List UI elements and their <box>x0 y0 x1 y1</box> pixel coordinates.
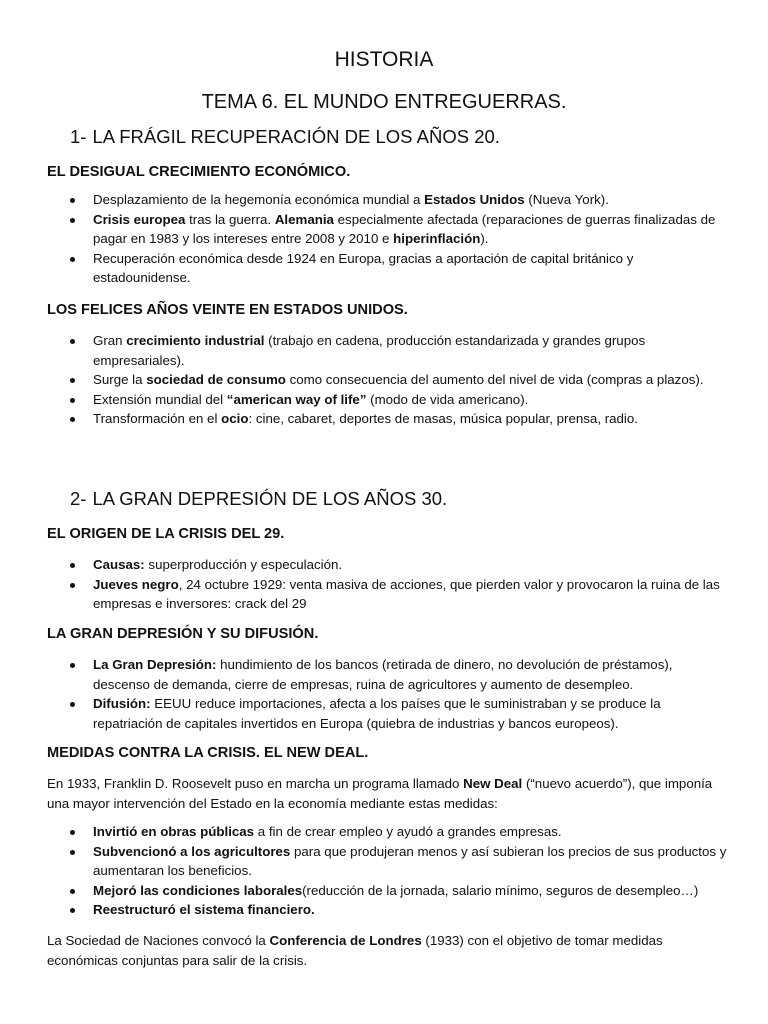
bold-text: Alemania <box>274 211 334 227</box>
bold-text: New Deal <box>463 776 523 791</box>
text-segment: a fin de crear empleo y ayudó a grandes empresas. <box>254 824 562 839</box>
text-segment: hundimiento de los bancos (retirada de dinero, no devolución de préstamos), descenso de demanda, cierre de empresas, ruina de agricultores y aumento de desempleo. <box>93 657 673 692</box>
list-item <box>0 555 733 575</box>
section-2-heading <box>70 487 447 511</box>
bullet-icon <box>70 663 75 668</box>
bullet-icon <box>70 417 75 422</box>
bullet-icon <box>70 378 75 383</box>
list-item <box>0 575 733 614</box>
document-title: HISTORIA <box>334 48 434 71</box>
list-item <box>0 210 733 249</box>
list-item <box>0 331 733 370</box>
bullet-icon <box>70 398 75 403</box>
section-number: 2- <box>70 488 87 509</box>
text-segment: Extensión mundial del <box>93 391 227 407</box>
bullet-list <box>0 190 733 288</box>
bold-text: Jueves negro <box>93 576 179 592</box>
bullet-list <box>0 331 733 429</box>
bullet-icon <box>70 850 75 855</box>
bold-text: crecimiento industrial <box>126 333 265 348</box>
text-segment: Gran <box>93 333 127 348</box>
text-segment: (reducción de la jornada, salario mínimo, seguros de desempleo…) <box>302 882 699 898</box>
bullet-list <box>0 655 733 733</box>
text-segment: tras la guerra. <box>185 211 275 227</box>
subheading-felices-anos-veinte: LOS FELICES AÑOS VEINTE EN ESTADOS UNIDOS. <box>47 302 408 318</box>
text-segment: La Sociedad de Naciones convocó la <box>47 933 270 948</box>
list-item <box>0 409 733 429</box>
text-segment: EEUU reduce importaciones, afecta a los países que le suministraban y se produce la repatriación de capitales invertidos en Europa (quiebra de industrias y bancos europeos). <box>93 696 661 731</box>
text-segment: En 1933, Franklin D. Roosevelt puso en marcha un programa llamado <box>47 776 464 791</box>
bold-text: Subvencionó a los agricultores <box>93 843 291 859</box>
bold-text: ocio <box>221 411 249 427</box>
bullet-icon <box>70 257 75 262</box>
bold-text: Difusión: <box>93 696 151 712</box>
subheading-gran-depresion: LA GRAN DEPRESIÓN Y SU DIFUSIÓN. <box>47 626 319 642</box>
bold-text: Estados Unidos <box>424 192 525 207</box>
bold-text: La Gran Depresión: <box>93 657 217 672</box>
text-segment: como consecuencia del aumento del nivel de vida (compras a plazos). <box>285 372 704 388</box>
bold-text: hiperinflación <box>393 231 481 247</box>
section-title: LA FRÁGIL RECUPERACIÓN DE LOS AÑOS 20. <box>92 126 500 147</box>
text-segment: , 24 octubre 1929: venta masiva de acciones, que pierden valor y provocaron la ruina de las empresas e inversores: crack del 29 <box>93 576 720 612</box>
text-segment: Transformación en el <box>93 411 222 427</box>
text-segment: Surge la <box>93 372 147 388</box>
text-segment: Recuperación económica desde 1924 en Europa, gracias a aportación de capital británico y estadounidense. <box>93 250 634 286</box>
text-segment: superproducción y especulación. <box>144 557 343 572</box>
text-segment: (“nuevo acuerdo”), que imponía una mayor intervención del Estado en la economía mediante estas medidas: <box>47 776 713 811</box>
list-item <box>0 190 733 210</box>
subheading-new-deal: MEDIDAS CONTRA LA CRISIS. EL NEW DEAL. <box>47 745 369 761</box>
document-subtitle: TEMA 6. EL MUNDO ENTREGUERRAS. <box>201 91 567 113</box>
list-item <box>0 694 733 733</box>
bold-text: Crisis europea <box>93 211 186 227</box>
bullet-icon <box>70 889 75 894</box>
subheading-desigual-crecimiento: EL DESIGUAL CRECIMIENTO ECONÓMICO. <box>47 164 351 180</box>
bullet-icon <box>70 702 75 707</box>
text-segment: (Nueva York). <box>524 192 609 207</box>
bullet-list <box>0 822 733 920</box>
bullet-list <box>0 555 733 614</box>
bullet-icon <box>70 339 75 344</box>
text-segment: para que produjeran menos y así subieran los precios de sus productos y aumentaran los beneficios. <box>93 843 727 879</box>
list-item <box>0 842 733 881</box>
text-segment: (1933) con el objetivo de tomar medidas económicas conjuntas para salir de la crisis. <box>47 933 663 968</box>
bullet-icon <box>70 830 75 835</box>
bold-text: Mejoró las condiciones laborales <box>93 882 303 898</box>
closing-paragraph <box>47 931 737 970</box>
text-segment: (modo de vida americano). <box>366 391 529 407</box>
bullet-icon <box>70 563 75 568</box>
text-segment: ). <box>480 231 489 247</box>
bullet-icon <box>70 583 75 588</box>
text-segment: especialmente afectada (reparaciones de guerras finalizadas de pagar en 1983 y los intereses entre 2008 y 2010 e <box>93 211 716 247</box>
section-number: 1- <box>70 126 87 147</box>
bullet-icon <box>70 198 75 203</box>
subheading-origen-crisis: EL ORIGEN DE LA CRISIS DEL 29. <box>47 526 285 542</box>
section-title: LA GRAN DEPRESIÓN DE LOS AÑOS 30. <box>92 488 448 509</box>
text-segment: (trabajo en cadena, producción estandarizada y grandes grupos empresariales). <box>93 333 646 368</box>
list-item <box>0 655 733 694</box>
bold-text: Invirtió en obras públicas <box>93 824 255 839</box>
list-item <box>0 900 733 920</box>
new-deal-intro-paragraph <box>47 774 737 813</box>
list-item <box>0 370 733 390</box>
list-item <box>0 822 733 842</box>
bullet-icon <box>70 218 75 223</box>
list-item <box>0 881 733 901</box>
bold-text: Conferencia de Londres <box>269 933 422 948</box>
list-item <box>0 249 733 288</box>
bold-text: Causas: <box>93 557 145 572</box>
bullet-icon <box>70 908 75 913</box>
bold-text: “american way of life” <box>226 391 367 407</box>
section-1-heading <box>70 125 500 149</box>
bold-text: sociedad de consumo <box>146 372 286 388</box>
bold-text: Reestructuró el sistema financiero. <box>93 902 315 918</box>
text-segment: : cine, cabaret, deportes de masas, música popular, prensa, radio. <box>248 411 638 427</box>
text-segment: Desplazamiento de la hegemonía económica mundial a <box>93 192 425 207</box>
list-item <box>0 390 733 410</box>
